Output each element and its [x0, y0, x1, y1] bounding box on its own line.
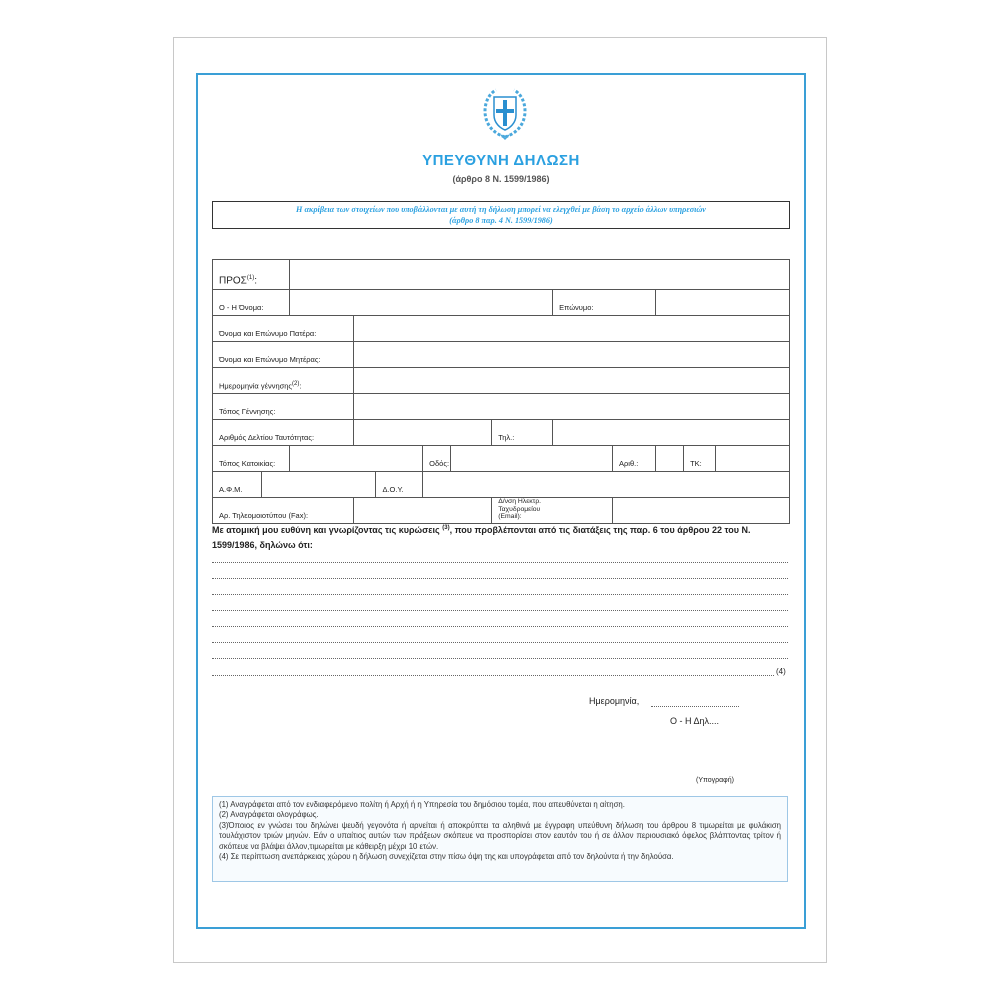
fax-label: Αρ. Τηλεομοιοτύπου (Fax): — [213, 498, 354, 524]
date-label: Ημερομηνία, — [589, 696, 640, 706]
footnotes-box — [212, 796, 788, 882]
verification-notice — [212, 201, 790, 229]
birthplace-label: Τόπος Γέννησης: — [213, 394, 354, 420]
note-4-marker: (4) — [776, 667, 786, 676]
footnote: (4) Σε περίπτωση ανεπάρκειας χώρου η δήλωση συνεχίζεται στην πίσω όψη της και υπογράφεται από τον δηλούντα ή την δηλούσα. — [219, 852, 674, 862]
declaration-line[interactable] — [212, 610, 788, 611]
form-subtitle: (άρθρο 8 Ν. 1599/1986) — [452, 174, 550, 184]
email-field[interactable] — [613, 498, 790, 524]
postcode-label: ΤΚ: — [684, 446, 715, 472]
footnote: (2) Αναγράφεται ολογράφως. — [219, 810, 319, 820]
fax-field[interactable] — [354, 498, 492, 524]
phone-label: Τηλ.: — [492, 420, 553, 446]
birthdate-field[interactable] — [354, 368, 790, 394]
number-field[interactable] — [655, 446, 683, 472]
declaration-text: Με ατομική μου ευθύνη και γνωρίζοντας τις κυρώσεις $^{(3)}$, που προβλέπονται από τις διατάξεις της παρ. 6 του άρθρου 22 του Ν. 1599/1986, δηλώνω ότι: — [212, 525, 751, 550]
father-name-field[interactable] — [354, 316, 790, 342]
declarant-label: Ο - Η Δηλ.... — [670, 716, 720, 726]
form-title: ΥΠΕΥΘΥΝΗ ΔΗΛΩΣΗ — [422, 152, 580, 169]
id-number-label: Αριθμός Δελτίου Ταυτότητας: — [213, 420, 354, 446]
declaration-line[interactable] — [212, 578, 788, 579]
street-field[interactable] — [450, 446, 612, 472]
pros-field[interactable] — [290, 260, 790, 290]
greek-coat-of-arms-icon — [480, 85, 530, 141]
afm-field[interactable] — [261, 472, 376, 498]
surname-field[interactable] — [655, 290, 789, 316]
doy-field[interactable] — [423, 472, 790, 498]
form-frame — [196, 73, 806, 929]
pros-label: ΠΡΟΣ$^{(1)}$: — [213, 260, 290, 290]
declaration-line[interactable] — [212, 642, 788, 643]
first-name-field[interactable] — [290, 290, 553, 316]
mother-name-field[interactable] — [354, 342, 790, 368]
phone-field[interactable] — [553, 420, 790, 446]
footnote: (1) Αναγράφεται από τον ενδιαφερόμενο πολίτη ή Αρχή ή η Υπηρεσία του δημόσιου τομέα, που απευθύνεται η αίτηση. — [219, 800, 625, 809]
document-sheet — [173, 37, 827, 963]
residence-field[interactable] — [290, 446, 423, 472]
declaration-line[interactable] — [212, 675, 774, 676]
residence-label: Τόπος Κατοικίας: — [213, 446, 290, 472]
signature-label: (Υπογραφή) — [696, 777, 734, 784]
date-field[interactable] — [651, 706, 739, 707]
personal-details-table — [212, 259, 790, 524]
number-label: Αριθ.: — [613, 446, 656, 472]
afm-label: Α.Φ.Μ. — [213, 472, 262, 498]
declaration-line[interactable] — [212, 594, 788, 595]
surname-label: Επώνυμο: — [553, 290, 656, 316]
postcode-field[interactable] — [715, 446, 789, 472]
declaration-line[interactable] — [212, 658, 788, 659]
street-label: Οδός: — [423, 446, 450, 472]
mother-name-label: Όνομα και Επώνυμο Μητέρας: — [213, 342, 354, 368]
doy-label: Δ.Ο.Υ. — [376, 472, 423, 498]
footnote: (3)Όποιος εν γνώσει του δηλώνει ψευδή γεγονότα ή αρνείται ή αποκρύπτει τα αληθινά με έγγραφη υπεύθυνη δήλωση του άρθρου 8 τιμωρείται με φυλάκιση τουλάχιστον τριών μηνών. Εάν ο υπαίτιος αυτών των πράξεων σκόπευε να προσπορίσει στον εαυτόν του ή σε άλλον περιουσιακό όφελος βλάπτοντας τρίτον ή σκόπευε να βλάψει άλλον,τιμωρείται με κάθειρξη μέχρι 10 ετών. — [219, 820, 781, 851]
notice-line-1: Η ακρίβεια των στοιχείων που υποβάλλονται με αυτή τη δήλωση μπορεί να ελεγχθεί με βάση το αρχείο άλλων υπηρεσιών — [296, 205, 706, 214]
first-name-label: Ο - Η Όνομα: — [213, 290, 290, 316]
notice-line-2: (άρθρο 8 παρ. 4 Ν. 1599/1986) — [449, 216, 553, 225]
father-name-label: Όνομα και Επώνυμο Πατέρα: — [213, 316, 354, 342]
id-number-field[interactable] — [354, 420, 492, 446]
declaration-line[interactable] — [212, 562, 788, 563]
declaration-line[interactable] — [212, 626, 788, 627]
email-label: Δ/νση Ηλεκτρ. Ταχυδρομείου (Email): — [492, 498, 613, 524]
birthplace-field[interactable] — [354, 394, 790, 420]
birthdate-label: Ημερομηνία γέννησης$^{(2)}$: — [213, 368, 354, 394]
